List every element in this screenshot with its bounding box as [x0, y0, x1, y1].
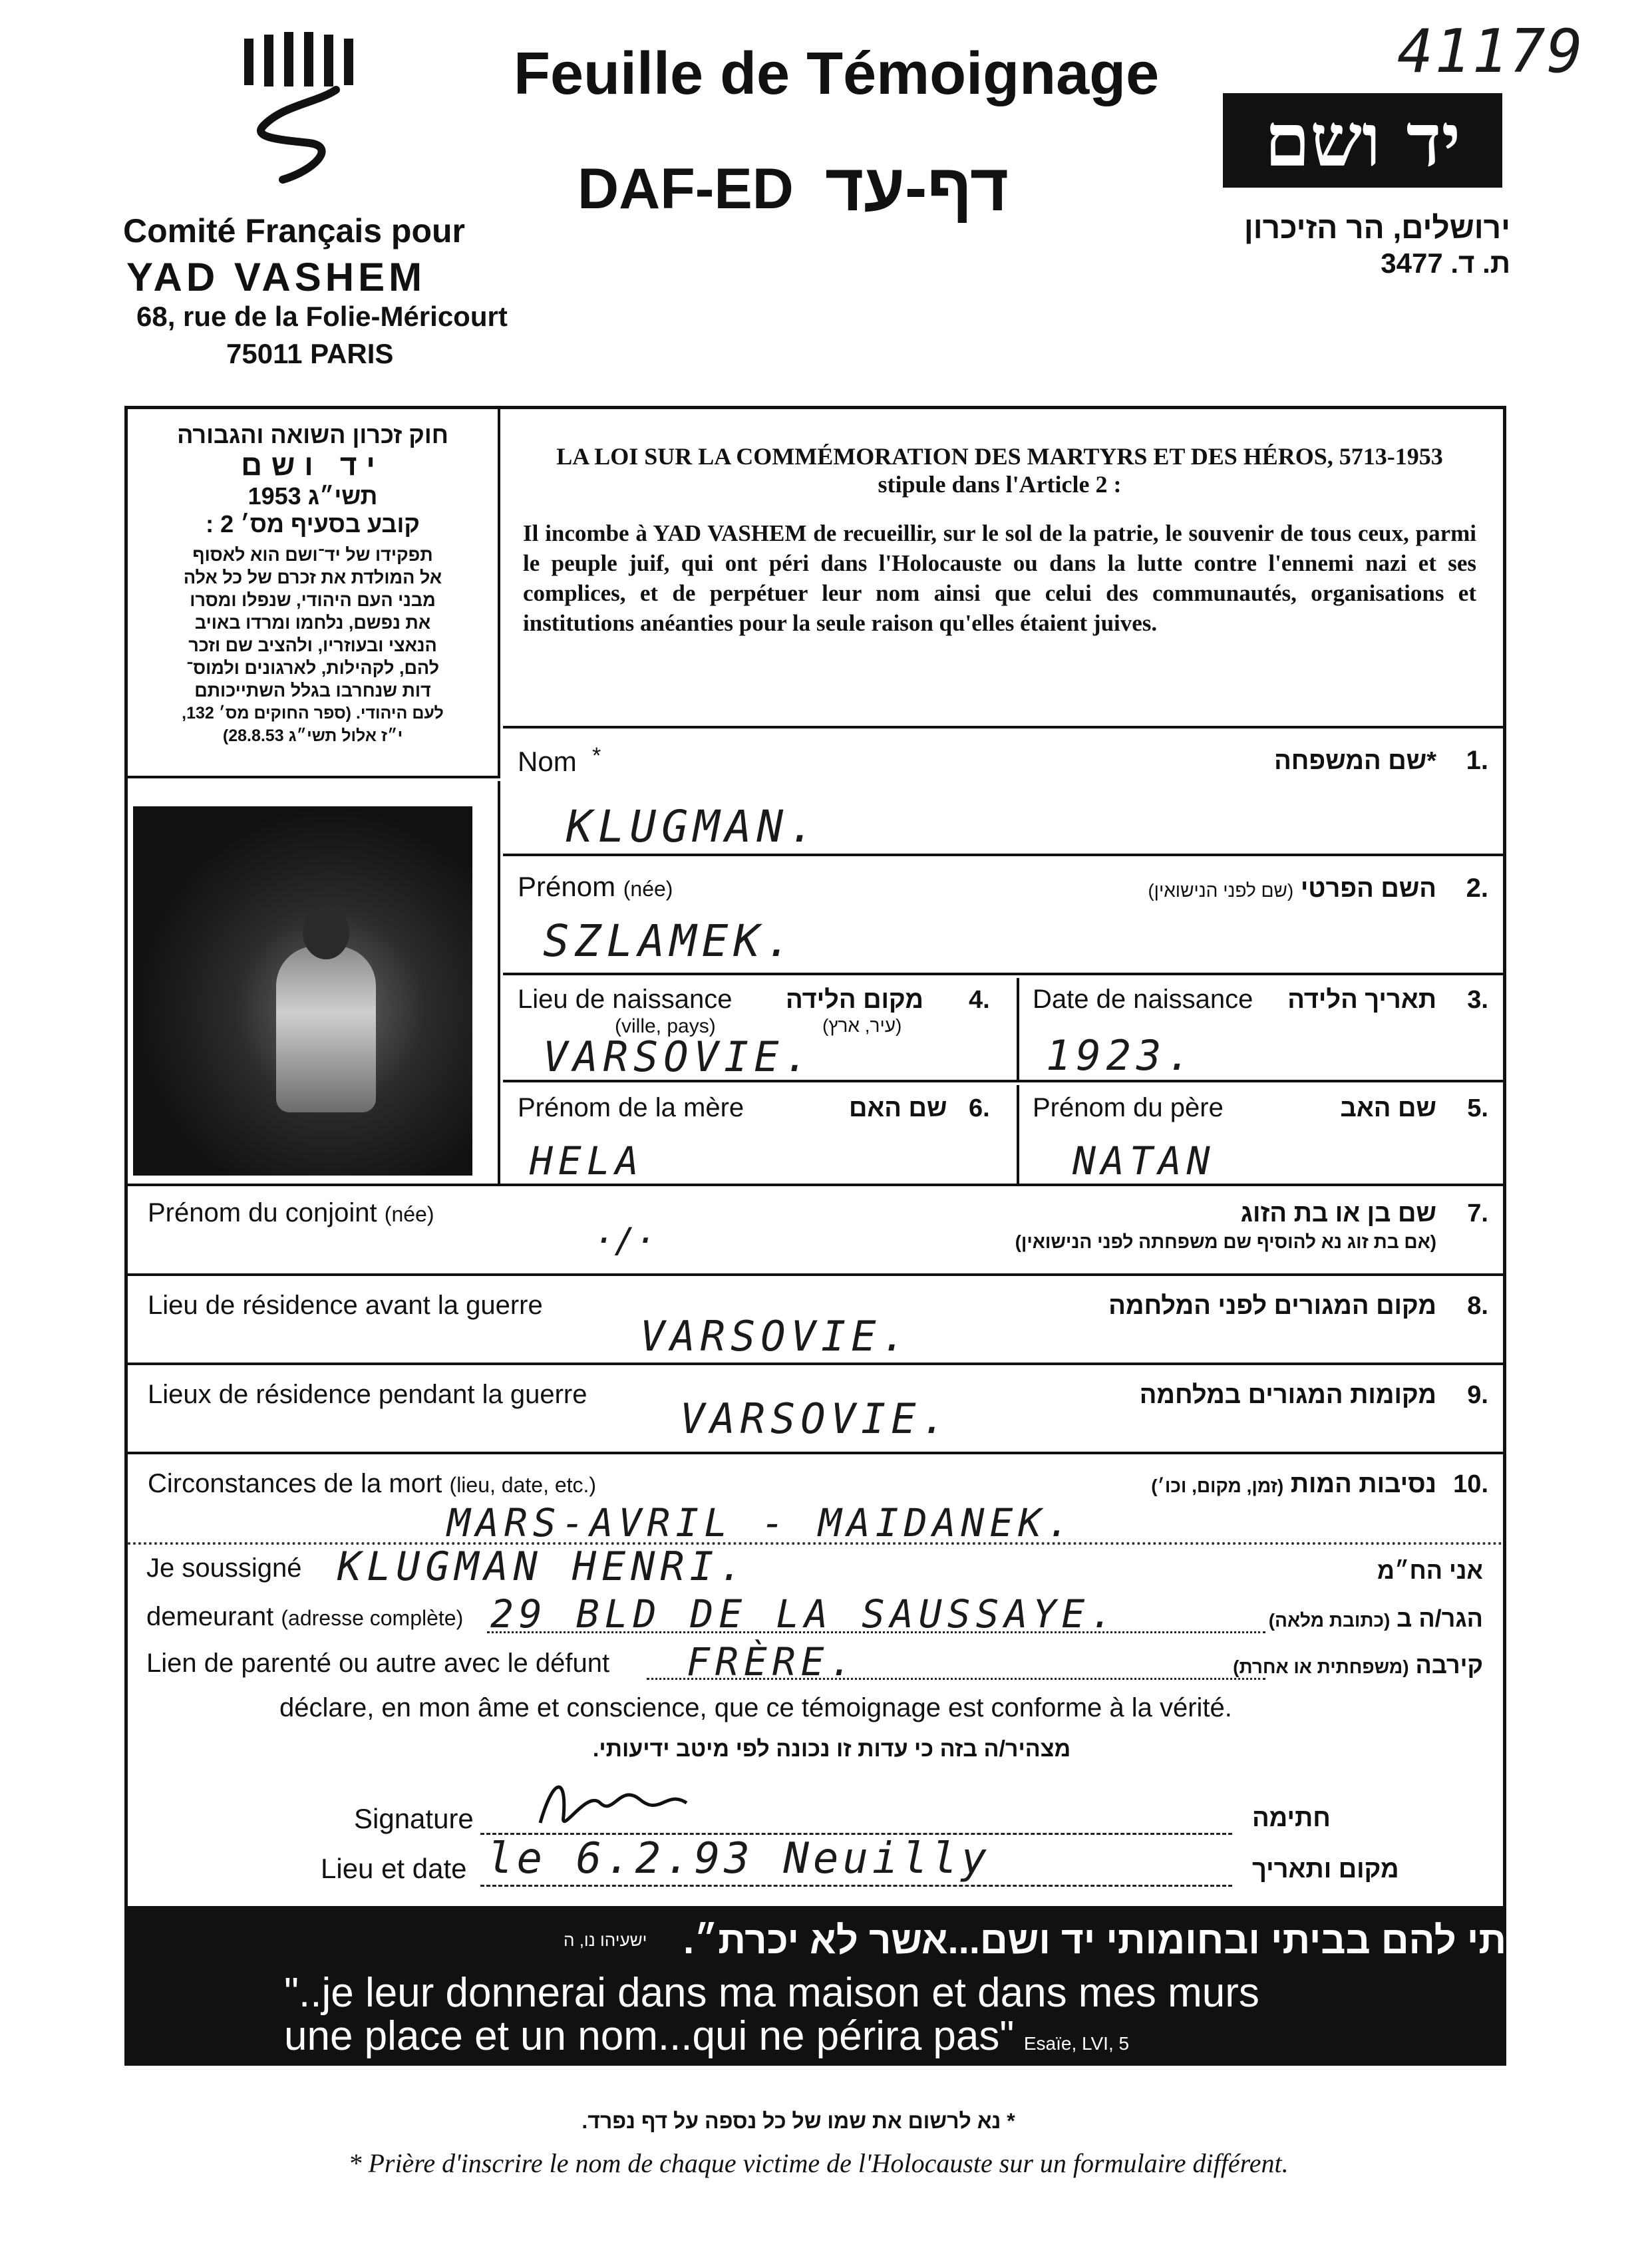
lieu-date-label-he: מקום ותאריך [1252, 1855, 1399, 1883]
field-2-note: (née) [623, 877, 673, 901]
field-4-cell [503, 978, 1019, 1082]
field-7-number: 7. [1467, 1200, 1488, 1227]
po-box: ת. ד. 3477 [1381, 247, 1510, 279]
field-2-he-note: (שם לפני הנישואין) [1148, 880, 1294, 901]
committee-line2: YAD VASHEM [126, 255, 426, 299]
logo-hebrew-text: יד ושם [1264, 97, 1461, 183]
lieu-date-label: Lieu et date [321, 1853, 467, 1884]
field-7-note: (née) [384, 1202, 434, 1226]
field-1-number: 1. [1466, 746, 1488, 775]
field-3-label: Date de naissance [1033, 985, 1253, 1014]
demeurant-value[interactable]: 29 BLD DE LA SAUSSAYE. [490, 1591, 1119, 1637]
soussigne-row [128, 1543, 1503, 1597]
law-he-line4: קובע בסעיף מס׳ 2 : [206, 510, 420, 538]
field-4-value[interactable]: VARSOVIE. [543, 1033, 814, 1081]
field-10-row [128, 1457, 1503, 1545]
field-1-he-star: * [1426, 747, 1436, 775]
field-6-cell [503, 1085, 1019, 1186]
field-2-number: 2. [1466, 874, 1488, 903]
menorah-logo-icon [236, 27, 369, 186]
law-he-line3: תשי״ג 1953 [248, 482, 378, 510]
field-6-label: Prénom de la mère [518, 1093, 744, 1122]
field-9-value[interactable]: VARSOVIE. [680, 1394, 951, 1443]
field-8-label: Lieu de résidence avant la guerre [148, 1291, 543, 1320]
field-9-label-he: מקומות המגורים במלחמה [1139, 1381, 1436, 1409]
law-he-line2: יד ושם [241, 449, 385, 482]
law-he-body-4: הנאצי ובעוזריו, ולהציב שם וזכר [188, 635, 437, 655]
page-title: Feuille de Témoignage [514, 41, 1160, 107]
field-3-cell [1019, 978, 1503, 1082]
jerusalem-address: ירושלים, הר הזיכרון [1243, 210, 1510, 245]
field-4-number: 4. [969, 986, 990, 1014]
lien-underline [647, 1678, 1265, 1680]
field-10-dotted-line [128, 1542, 1503, 1545]
soussigne-value[interactable]: KLUGMAN HENRI. [337, 1543, 748, 1590]
field-9-number: 9. [1467, 1381, 1488, 1409]
field-5-cell [1019, 1085, 1503, 1186]
field-8-label-he: מקום המגורים לפני המלחמה [1108, 1292, 1436, 1320]
lien-label-he [1233, 1651, 1483, 1679]
demeurant-he-note: (כתובת מלאה) [1268, 1610, 1391, 1631]
lien-he-text: קירבה [1415, 1651, 1483, 1679]
banner-fr-line1: "..je leur donnerai dans ma maison et dans mes murs [284, 1970, 1259, 2016]
law-hebrew-box [128, 409, 500, 778]
victim-photo [128, 781, 500, 1184]
field-10-number: 10. [1453, 1470, 1488, 1498]
quote-banner [124, 1906, 1584, 2066]
field-6-number: 6. [969, 1094, 990, 1122]
field-7-row [128, 1186, 1503, 1276]
field-10-note: (lieu, date, etc.) [449, 1473, 597, 1497]
archive-number: 41179 [1397, 17, 1584, 86]
field-1-label: Nom [518, 746, 577, 777]
banner-fr-line2-row [284, 2012, 1129, 2060]
law-he-body-5: להם, לקהילות, לארגונים ולמוס־ [186, 658, 440, 678]
law-fr-heading: LA LOI SUR LA COMMÉMORATION DES MARTYRS ET DES HÉROS, 5713-1953 [556, 443, 1443, 470]
demeurant-label-text: demeurant [146, 1602, 274, 1631]
field-2-row [503, 859, 1503, 975]
field-10-value[interactable]: MARS-AVRIL - MAIDANEK. [447, 1500, 1076, 1545]
field-10-he-text: נסיבות המות [1290, 1470, 1436, 1498]
daf-ed-latin: DAF-ED [578, 157, 794, 221]
field-6-value[interactable]: HELA [530, 1138, 644, 1184]
field-8-row [128, 1279, 1503, 1365]
field-8-value[interactable]: VARSOVIE. [640, 1312, 911, 1361]
soussigne-label-he: אני הח״מ [1377, 1557, 1483, 1584]
field-1-label-he [1274, 747, 1436, 776]
field-10-label-text: Circonstances de la mort [148, 1469, 442, 1498]
field-5-label-he: שם האב [1340, 1094, 1436, 1122]
demeurant-label-he [1269, 1605, 1483, 1633]
field-4-note-he: (עיר, ארץ) [822, 1015, 902, 1036]
field-7-label-he: שם בן או בת הזוג [1240, 1200, 1436, 1227]
law-he-body-8: י״ז אלול תשי״ג 28.8.53) [222, 726, 403, 745]
declaration-fr: déclare, en mon âme et conscience, que ce témoignage est conforme à la vérité. [279, 1693, 1232, 1722]
yad-vashem-logo [1223, 93, 1502, 188]
demeurant-row [128, 1591, 1503, 1643]
field-10-he-note: (זמן, מקום, וכו׳) [1151, 1476, 1284, 1496]
demeurant-label [146, 1602, 463, 1632]
law-he-body-0: תפקידו של יד־ושם הוא לאסוף [192, 545, 433, 565]
banner-hebrew-row [124, 1918, 1584, 1965]
field-10-label-he [1151, 1470, 1436, 1499]
soussigne-label: Je soussigné [146, 1553, 302, 1583]
demeurant-he-text: הגר/ה ב [1397, 1605, 1483, 1632]
field-4-label: Lieu de naissance [518, 985, 733, 1014]
field-6-label-he: שם האם [849, 1094, 947, 1122]
field-7-note-he: (אם בת זוג נא להוסיף שם משפחתה לפני הנישואין) [1015, 1231, 1436, 1252]
law-he-body-3: את נפשם, נלחמו ומרדו באויב [194, 613, 431, 633]
field-4-label-he: מקום הלידה [786, 986, 923, 1014]
daf-ed-hebrew: דף-עד [825, 150, 1009, 225]
lien-label: Lien de parenté ou autre avec le défunt [146, 1649, 610, 1678]
law-he-body-2: מבני העם היהודי, שנפלו ומסרו [190, 590, 436, 610]
lieu-date-row [128, 1834, 1503, 1893]
field-1-he-text: שם המשפחה [1274, 747, 1427, 775]
field-2-label-he [1148, 875, 1436, 903]
field-5-label: Prénom du père [1033, 1093, 1224, 1122]
law-french-box [503, 409, 1503, 728]
banner-fr-ref: Esaïe, LVI, 5 [1023, 2033, 1130, 2054]
photo-head [303, 906, 349, 959]
field-10-label [148, 1469, 596, 1499]
field-2-he-text: השם הפרטי [1300, 875, 1436, 903]
field-7-label [148, 1198, 434, 1228]
field-5-value[interactable]: NATAN [1073, 1138, 1216, 1184]
signature-label-he: חתימה [1252, 1804, 1331, 1832]
banner-fr-line2: une place et un nom...qui ne périra pas" [284, 2013, 1015, 2059]
field-1-row [503, 731, 1503, 856]
law-he-body-1: אל המולדת את זכרם של כל אלה [183, 567, 442, 587]
lieu-date-value[interactable]: le 6.2.93 Neuilly [487, 1834, 991, 1883]
field-4-note: (ville, pays) [615, 1015, 716, 1037]
field-2-value[interactable]: SZLAMEK. [543, 915, 797, 967]
address-line1: 68, rue de la Folie-Méricourt [136, 301, 508, 332]
law-fr-body: Il incombe à YAD VASHEM de recueillir, sur le sol de la patrie, le souvenir de tous ceux, parmi le peuple juif, qui ont péri dans l'Holocauste ou dans la lutte contre l'ennemi nazi et ses complices, et de perpétuer leur nom ainsi que celui des communautés, organisations et institutions anéanties pour la seule raison qu'elles étaient juives. [523, 520, 1476, 636]
lien-he-note: (משפחתית או אחרת) [1233, 1657, 1409, 1677]
field-5-number: 5. [1467, 1094, 1488, 1122]
field-2-label-text: Prénom [518, 871, 616, 902]
field-2-label [518, 871, 673, 903]
field-1-value[interactable]: KLUGMAN. [566, 801, 820, 852]
committee-line1: Comité Français pour [123, 212, 465, 249]
footer-hebrew: * נא לרשום את שמו של כל נספה על דף נפרד. [581, 2109, 1015, 2133]
law-he-body-6: דות שנחרבו בגלל השתייכותם [194, 681, 431, 701]
banner-hebrew: ..ונתתי להם בביתי ובחומותי יד ושם...אשר לא יכרת״. [683, 1919, 1584, 1962]
photo-image [133, 806, 472, 1176]
field-3-label-he: תאריך הלידה [1287, 986, 1436, 1014]
address-line2: 75011 PARIS [226, 338, 394, 369]
lien-value[interactable]: FRÈRE. [687, 1639, 858, 1685]
field-8-number: 8. [1467, 1292, 1488, 1320]
field-7-value[interactable]: ·/· [593, 1221, 656, 1261]
photo-figure [276, 946, 376, 1112]
declaration-he: מצהיר/ה בזה כי עדות זו נכונה לפי מיטב ידיעותי. [592, 1736, 1071, 1762]
banner-hebrew-ref: ישעיהו נו, ה [564, 1930, 647, 1950]
law-he-body-7: לעם היהודי. (ספר החוקים מס׳ 132, [182, 704, 444, 723]
field-9-label: Lieux de résidence pendant la guerre [148, 1380, 587, 1409]
field-1-star: * [592, 743, 601, 768]
footer-french: * Prière d'inscrire le nom de chaque victime de l'Holocauste sur un formulaire différent. [348, 2148, 1289, 2178]
lien-row [128, 1639, 1503, 1690]
demeurant-underline [487, 1631, 1265, 1633]
law-he-line1: חוק זכרון השואה והגבורה [177, 421, 448, 448]
lieu-date-line [480, 1885, 1232, 1887]
signature-scribble [527, 1763, 727, 1843]
field-3-value[interactable]: 1923. [1046, 1031, 1197, 1080]
signature-label: Signature [354, 1803, 474, 1834]
field-7-label-text: Prénom du conjoint [148, 1198, 377, 1227]
field-9-row [128, 1368, 1503, 1454]
field-3-number: 3. [1467, 986, 1488, 1014]
demeurant-note: (adresse complète) [281, 1606, 464, 1630]
law-fr-subheading: stipule dans l'Article 2 : [878, 471, 1122, 498]
